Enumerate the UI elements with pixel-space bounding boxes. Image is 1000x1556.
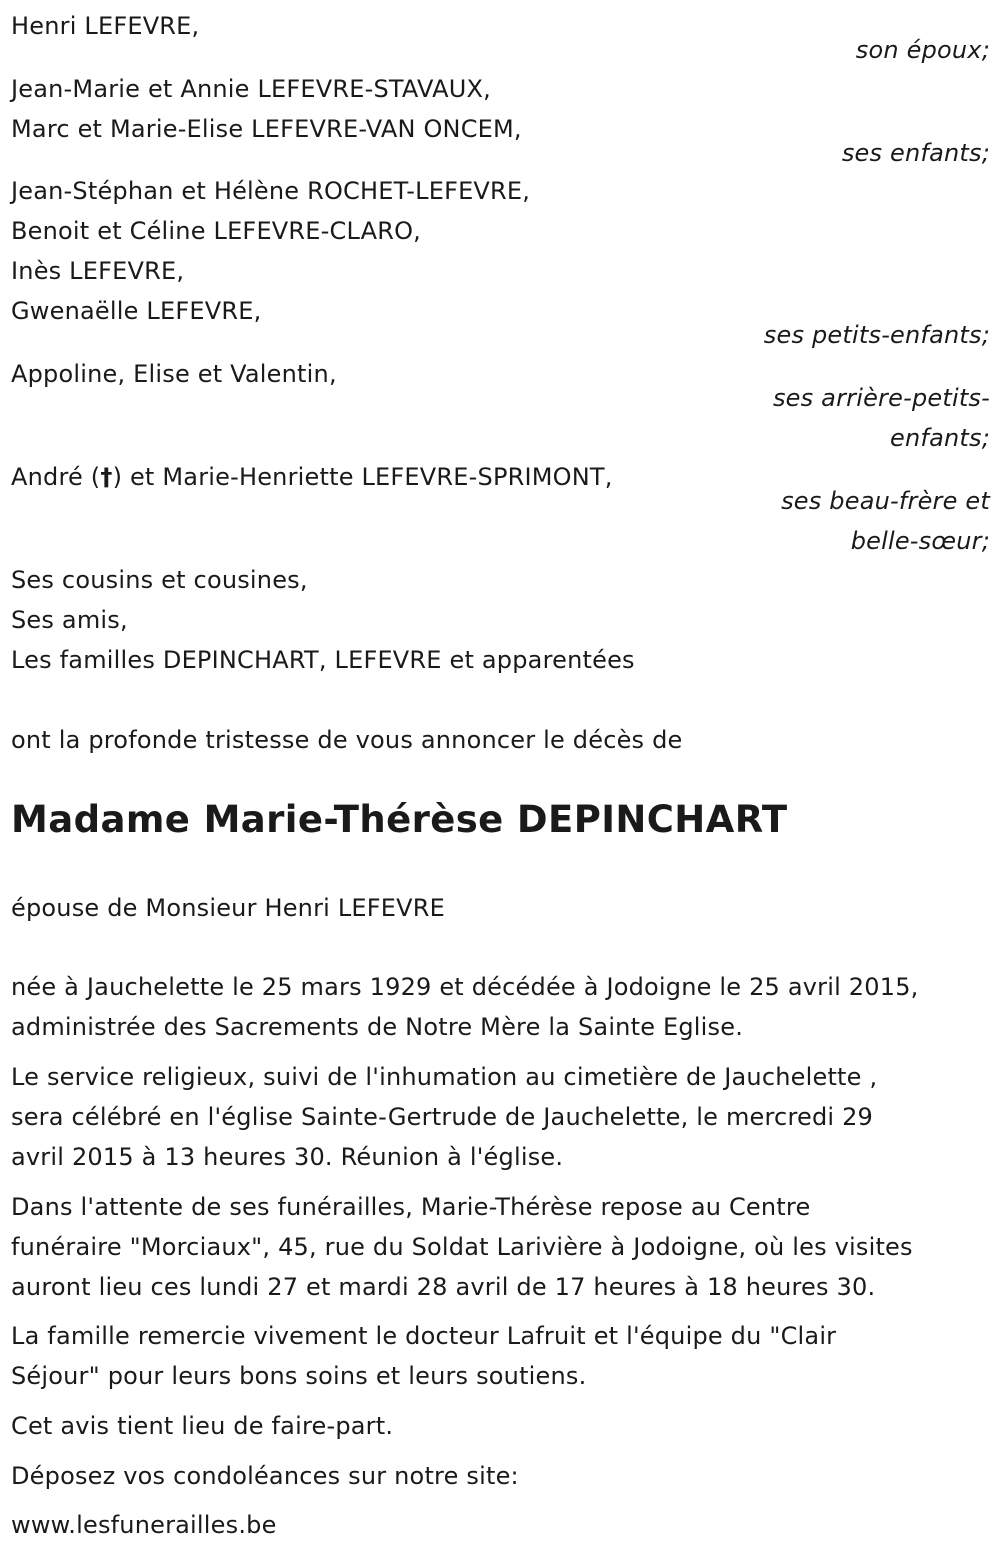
great-grandchildren: Appoline, Elise et Valentin, <box>11 360 337 388</box>
visits-line-3: auront lieu ces lundi 27 et mardi 28 avril de 17 heures à 18 heures 30. <box>11 1273 876 1301</box>
announcement: ont la profonde tristesse de vous annoncer le décès de <box>11 726 683 754</box>
husband-name: Henri LEFEVRE, <box>11 12 200 40</box>
deceased-name: Madame Marie-Thérèse DEPINCHART <box>11 798 788 841</box>
birth-death-line-2: administrée des Sacrements de Notre Mère la Sainte Eglise. <box>11 1013 744 1041</box>
grandchild-4: Gwenaëlle LEFEVRE, <box>11 297 262 325</box>
husband-role: son époux; <box>855 36 990 64</box>
great-grandchildren-role-2: enfants; <box>890 424 990 452</box>
families: Les familles DEPINCHART, LEFEVRE et apparentées <box>11 646 635 674</box>
condolences: Déposez vos condoléances sur notre site: <box>11 1462 519 1490</box>
grandchild-2: Benoit et Céline LEFEVRE-CLARO, <box>11 217 422 245</box>
service-line-1: Le service religieux, suivi de l'inhumation au cimetière de Jauchelette , <box>11 1063 878 1091</box>
service-line-3: avril 2015 à 13 heures 30. Réunion à l'église. <box>11 1143 564 1171</box>
children-role: ses enfants; <box>841 139 990 167</box>
notice: Cet avis tient lieu de faire-part. <box>11 1412 394 1440</box>
in-laws <box>11 462 613 492</box>
in-laws-role-2: belle-sœur; <box>850 527 990 555</box>
website-link[interactable]: www.lesfunerailles.be <box>11 1511 277 1539</box>
friends: Ses amis, <box>11 606 128 634</box>
child-2: Marc et Marie-Elise LEFEVRE-VAN ONCEM, <box>11 115 522 143</box>
grandchild-1: Jean-Stéphan et Hélène ROCHET-LEFEVRE, <box>11 177 531 205</box>
cousins: Ses cousins et cousines, <box>11 566 308 594</box>
in-laws-name-part-1: André ( <box>11 463 101 491</box>
in-laws-name-part-2: ) et Marie-Henriette LEFEVRE-SPRIMONT, <box>112 463 613 491</box>
thanks-line-1: La famille remercie vivement le docteur Lafruit et l'équipe du "Clair <box>11 1322 837 1350</box>
thanks-line-2: Séjour" pour leurs bons soins et leurs soutiens. <box>11 1362 587 1390</box>
birth-death-line-1: née à Jauchelette le 25 mars 1929 et décédée à Jodoigne le 25 avril 2015, <box>11 973 919 1001</box>
child-1: Jean-Marie et Annie LEFEVRE-STAVAUX, <box>11 75 491 103</box>
cross-icon: † <box>100 463 113 491</box>
grandchildren-role: ses petits-enfants; <box>763 321 990 349</box>
visits-line-1: Dans l'attente de ses funérailles, Marie-Thérèse repose au Centre <box>11 1193 811 1221</box>
great-grandchildren-role-1: ses arrière-petits- <box>772 384 990 412</box>
in-laws-role-1: ses beau-frère et <box>781 487 990 515</box>
service-line-2: sera célébré en l'église Sainte-Gertrude de Jauchelette, le mercredi 29 <box>11 1103 874 1131</box>
visits-line-2: funéraire "Morciaux", 45, rue du Soldat Larivière à Jodoigne, où les visites <box>11 1233 913 1261</box>
spouse-line: épouse de Monsieur Henri LEFEVRE <box>11 894 446 922</box>
grandchild-3: Inès LEFEVRE, <box>11 257 185 285</box>
